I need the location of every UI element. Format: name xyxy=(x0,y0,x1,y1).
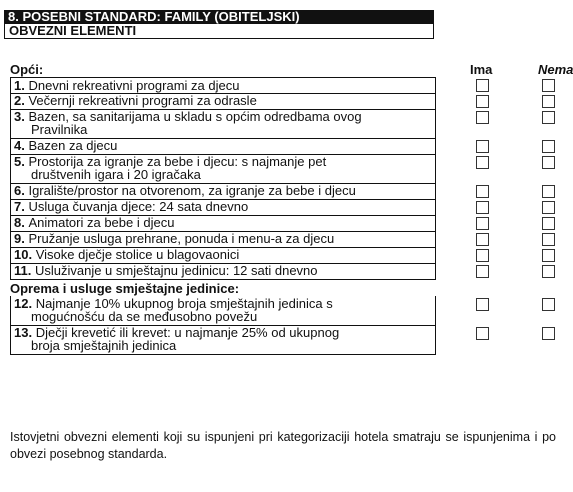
list-item xyxy=(10,77,436,94)
item-number: 8. xyxy=(14,215,29,230)
list-item xyxy=(10,154,436,184)
item-text: Igralište/prostor na otvorenom, za igranje za bebe i djecu xyxy=(28,183,356,198)
item-text: Dječji krevetić ili krevet: u najmanje 25% od ukupnog xyxy=(35,325,340,340)
list-item xyxy=(10,231,436,248)
nema-checkbox[interactable] xyxy=(542,140,555,153)
item-number: 2. xyxy=(14,93,29,108)
list-item xyxy=(10,199,436,216)
item-number: 5. xyxy=(14,154,29,169)
item-number: 11. xyxy=(14,263,35,278)
list-item xyxy=(10,247,436,264)
item-text: Pravilnika xyxy=(31,122,88,137)
section-label: Opći: xyxy=(10,62,44,77)
item-number: 10. xyxy=(14,247,36,262)
item-number: 3. xyxy=(14,109,29,124)
item-number: 9. xyxy=(14,231,29,246)
list-item xyxy=(10,109,436,139)
ima-checkbox[interactable] xyxy=(476,233,489,246)
item-text: broja smještajnih jedinica xyxy=(31,338,177,353)
item-number: 4. xyxy=(14,138,29,153)
item-text: Bazen, sa sanitarijama u skladu s općim odredbama ovog xyxy=(28,109,362,124)
item-text: Usluga čuvanja djece: 24 sata dnevno xyxy=(28,199,249,214)
item-text: Pružanje usluga prehrane, ponuda i menu-a za djecu xyxy=(28,231,335,246)
item-text: Dnevni rekreativni programi za djecu xyxy=(28,78,240,93)
item-text: Bazen za djecu xyxy=(28,138,118,153)
column-header-ima: Ima xyxy=(470,62,493,77)
ima-checkbox[interactable] xyxy=(476,95,489,108)
column-header-nema: Nema xyxy=(538,62,573,77)
nema-checkbox[interactable] xyxy=(542,111,555,124)
list-item xyxy=(10,183,436,200)
nema-checkbox[interactable] xyxy=(542,233,555,246)
nema-checkbox[interactable] xyxy=(542,201,555,214)
nema-checkbox[interactable] xyxy=(542,79,555,92)
item-number: 1. xyxy=(14,78,29,93)
list-item xyxy=(10,215,436,232)
ima-checkbox[interactable] xyxy=(476,217,489,230)
item-number: 12. xyxy=(14,296,36,311)
nema-checkbox[interactable] xyxy=(542,298,555,311)
ima-checkbox[interactable] xyxy=(476,201,489,214)
item-text: Najmanje 10% ukupnog broja smještajnih jedinica s xyxy=(35,296,333,311)
section-title: 8. POSEBNI STANDARD: FAMILY (OBITELJSKI) xyxy=(4,10,434,24)
ima-checkbox[interactable] xyxy=(476,265,489,278)
ima-checkbox[interactable] xyxy=(476,185,489,198)
nema-checkbox[interactable] xyxy=(542,185,555,198)
ima-checkbox[interactable] xyxy=(476,156,489,169)
item-text: Prostorija za igranje za bebe i djecu: s najmanje pet xyxy=(28,154,327,169)
list-item xyxy=(10,138,436,155)
ima-checkbox[interactable] xyxy=(476,298,489,311)
item-text: mogućnošću da se međusobno povežu xyxy=(31,309,258,324)
item-text: Usluživanje u smještajnu jedinicu: 12 sati dnevno xyxy=(34,263,318,278)
nema-checkbox[interactable] xyxy=(542,156,555,169)
item-number: 13. xyxy=(14,325,36,340)
nema-checkbox[interactable] xyxy=(542,327,555,340)
nema-checkbox[interactable] xyxy=(542,95,555,108)
nema-checkbox[interactable] xyxy=(542,265,555,278)
list-item xyxy=(10,263,436,280)
list-item xyxy=(10,296,436,326)
item-text: Visoke dječje stolice u blagovaonici xyxy=(35,247,240,262)
list-item xyxy=(10,93,436,110)
ima-checkbox[interactable] xyxy=(476,111,489,124)
item-number: 6. xyxy=(14,183,29,198)
footnote: Istovjetni obvezni elementi koji su ispunjeni pri kategorizaciji hotela smatraju se ispunjenima i po obvezi posebnog standarda. xyxy=(10,430,556,461)
list-item xyxy=(10,325,436,355)
item-number: 7. xyxy=(14,199,29,214)
nema-checkbox[interactable] xyxy=(542,249,555,262)
ima-checkbox[interactable] xyxy=(476,249,489,262)
section-label: Oprema i usluge smještajne jedinice: xyxy=(10,281,240,296)
item-text: Večernji rekreativni programi za odrasle xyxy=(28,93,257,108)
item-text: društvenih igara i 20 igračaka xyxy=(31,167,201,182)
section-subtitle: OBVEZNI ELEMENTI xyxy=(4,24,434,39)
ima-checkbox[interactable] xyxy=(476,327,489,340)
ima-checkbox[interactable] xyxy=(476,140,489,153)
nema-checkbox[interactable] xyxy=(542,217,555,230)
ima-checkbox[interactable] xyxy=(476,79,489,92)
item-text: Animatori za bebe i djecu xyxy=(28,215,175,230)
